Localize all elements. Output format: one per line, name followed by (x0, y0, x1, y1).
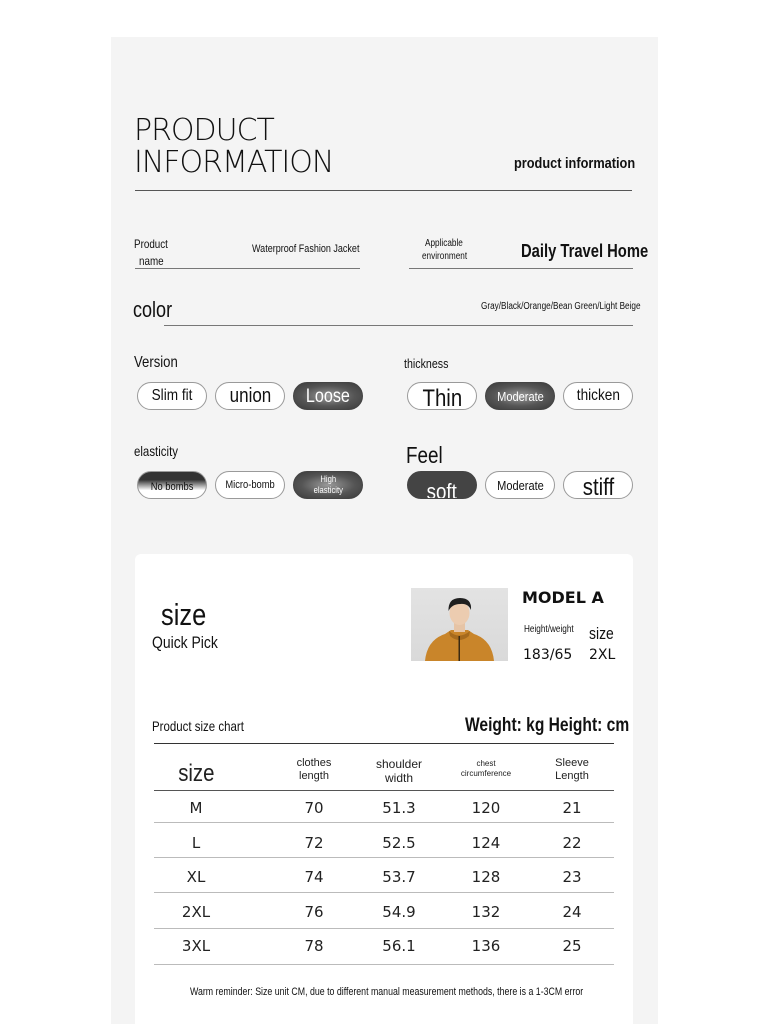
row-divider (154, 964, 614, 965)
table-cell: 22 (562, 834, 582, 852)
environment-label-1: Applicable (425, 238, 463, 249)
version-label: Version (134, 354, 178, 371)
height-weight-label: Height/weight (524, 624, 574, 635)
header-size: size (177, 760, 215, 787)
table-cell: L (191, 834, 201, 852)
feel-option-stiff: stiff (563, 471, 633, 499)
table-cell: 54.9 (382, 903, 416, 921)
table-cell: 53.7 (382, 868, 416, 886)
table-cell: 78 (304, 937, 324, 955)
environment-divider (409, 268, 633, 269)
environment-label-2: environment (422, 251, 468, 262)
header-chest-circumference: chest circumference (460, 759, 512, 778)
version-option-slim-fit: Slim fit (137, 382, 207, 410)
product-name-label-2: name (139, 254, 164, 268)
thickness-label: thickness (404, 356, 449, 371)
model-size-label: size (589, 624, 614, 643)
warm-reminder: Warm reminder: Size unit CM, due to different manual measurement methods, there is a 1-3CM error (190, 986, 584, 998)
page-subtitle: product information (514, 155, 636, 172)
table-cell: 56.1 (382, 937, 416, 955)
table-cell: 24 (562, 903, 582, 921)
table-cell: XL (186, 868, 206, 886)
feel-option-soft: soft (407, 471, 477, 499)
table-cell: 74 (304, 868, 324, 886)
product-name-label-1: Product (134, 237, 168, 251)
size-title: size (161, 597, 207, 632)
table-cell: 21 (562, 799, 582, 817)
product-name-divider (135, 268, 360, 269)
table-cell: 136 (471, 937, 501, 955)
model-figure-icon (411, 588, 508, 661)
table-cell: 76 (304, 903, 324, 921)
table-cell: 3XL (181, 937, 211, 955)
header-divider (135, 190, 632, 191)
row-divider (154, 892, 614, 893)
size-chart-top-rule (154, 743, 614, 744)
table-cell: 128 (471, 868, 501, 886)
table-cell: 2XL (181, 903, 211, 921)
header-clothes-length: clothes length (296, 757, 332, 783)
header-sleeve-length: Sleeve Length (555, 757, 589, 783)
table-cell: 132 (471, 903, 501, 921)
table-cell: 70 (304, 799, 324, 817)
row-divider (154, 928, 614, 929)
elasticity-option-high-elasticity: High elasticity (293, 471, 363, 499)
table-cell: 51.3 (382, 799, 416, 817)
thickness-option-thicken: thicken (563, 382, 633, 410)
size-chart-title: Product size chart (152, 718, 244, 734)
row-divider (154, 822, 614, 823)
size-chart-header-rule (154, 790, 614, 791)
version-option-union: union (215, 382, 285, 410)
size-chart-units: Weight: kg Height: cm (465, 715, 630, 736)
table-cell: 52.5 (382, 834, 416, 852)
environment-value: Daily Travel Home (521, 241, 649, 261)
feel-option-moderate: Moderate (485, 471, 555, 499)
elasticity-option-no-bombs: No bombs (137, 471, 207, 499)
elasticity-option-micro-bomb: Micro-bomb (215, 471, 285, 499)
product-name-value: Waterproof Fashion Jacket (252, 243, 360, 255)
page-title-line2: INFORMATION (134, 145, 334, 180)
feel-label: Feel (406, 442, 443, 468)
color-divider (164, 325, 633, 326)
page-title-line1: PRODUCT (134, 113, 274, 148)
model-name: MODEL A (522, 588, 604, 607)
table-cell: M (189, 799, 203, 817)
elasticity-label: elasticity (134, 443, 179, 459)
size-subtitle: Quick Pick (152, 633, 218, 652)
color-label: color (133, 297, 173, 322)
table-cell: 72 (304, 834, 324, 852)
model-photo (411, 588, 508, 661)
row-divider (154, 857, 614, 858)
model-size-value: 2XL (589, 647, 616, 663)
header-shoulder-width: shoulder width (375, 757, 423, 786)
table-cell: 23 (562, 868, 582, 886)
height-weight-value: 183/65 (523, 647, 573, 663)
table-cell: 25 (562, 937, 582, 955)
thickness-option-moderate: Moderate (485, 382, 555, 410)
color-value: Gray/Black/Orange/Bean Green/Light Beige (481, 301, 641, 312)
thickness-option-thin: Thin (407, 382, 477, 410)
version-option-loose: Loose (293, 382, 363, 410)
table-cell: 120 (471, 799, 501, 817)
table-cell: 124 (471, 834, 501, 852)
